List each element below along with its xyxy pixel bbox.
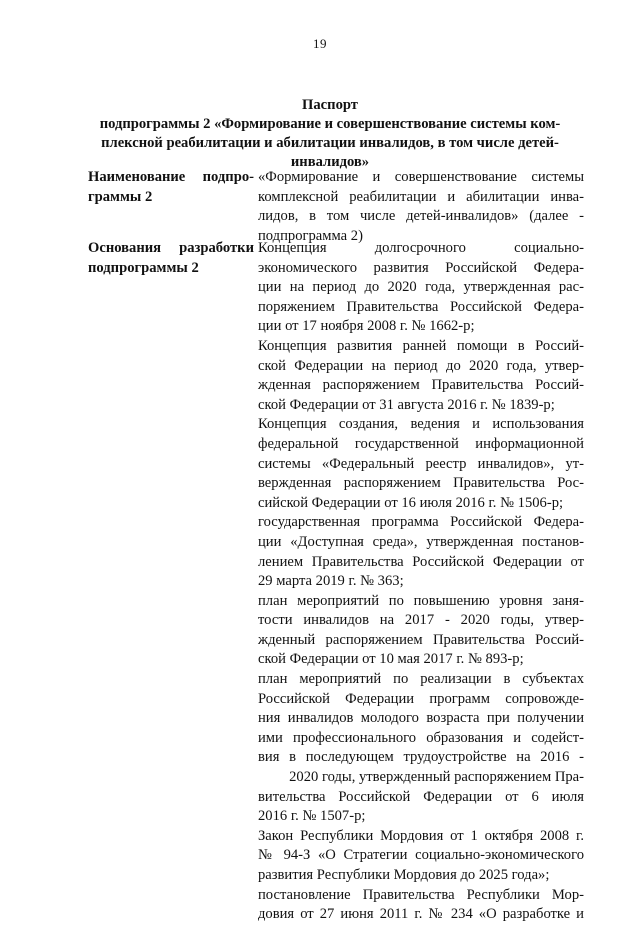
row-value-line: «Формирование и совершенствование системы	[258, 169, 584, 185]
title-heading: Паспорт	[302, 97, 358, 113]
row-value-line: № 94-З «О Стратегии социально-экономического	[258, 847, 584, 864]
row-value-basis	[258, 239, 584, 925]
row-value-line: ции на период до 2020 года, утвержденная рас-	[258, 279, 584, 296]
row-label-basis	[88, 239, 254, 278]
row-value-line: ской Федерации на период до 2020 года, утвер-	[258, 357, 584, 374]
row-label-line: подпрограммы 2	[88, 259, 199, 276]
title-subprogram-line-1: подпрограммы 2 «Формирование и совершенствование системы ком-	[99, 116, 561, 132]
row-value-line: Закон Республики Мордовия от 1 октября 2008 г.	[258, 827, 584, 844]
row-value-line: вительства Российской Федерации от 6 июля	[258, 788, 584, 805]
row-value-line: поряжением Правительства Российской Федера-	[258, 298, 584, 315]
row-value-line: 2016 г. № 1507-р;	[258, 808, 366, 825]
row-value-line: системы «Федеральный реестр инвалидов», ут-	[258, 455, 584, 472]
row-value-name	[258, 168, 584, 246]
row-value-line: план мероприятий по реализации в субъектах	[258, 671, 584, 688]
title-subprogram-line-2: плексной реабилитации и абилитации инвалидов, в том числе детей-	[101, 135, 559, 151]
row-value-line: ции от 17 ноября 2008 г. № 1662-р;	[258, 318, 475, 335]
row-value-line: жденная распоряжением Правительства Россий-	[258, 377, 584, 394]
row-label-line: граммы 2	[88, 188, 153, 205]
row-value-line: подпрограмма 2)	[258, 227, 363, 244]
row-value-line: ции «Доступная среда», утвержденная постанов-	[258, 533, 584, 550]
row-value-line: вия в последующем трудоустройстве на 2016 -	[258, 749, 584, 766]
row-value-line: 2020 годы, утвержденный распоряжением Пра-	[289, 769, 584, 786]
row-value-line: комплексной реабилитации и абилитации инва-	[258, 188, 584, 205]
row-value-line: постановление Правительства Республики Мор-	[258, 886, 584, 903]
row-value-line: сийской Федерации от 16 июля 2016 г. № 1506-р;	[258, 494, 564, 511]
row-value-line: федеральной государственной информационной	[258, 435, 584, 452]
row-value-line: Концепция долгосрочного социально-	[258, 240, 584, 256]
row-value-line: Концепция создания, ведения и использования	[258, 416, 584, 433]
page-number: 19	[313, 36, 327, 51]
row-value-line: ния инвалидов молодого возраста при получении	[258, 710, 584, 727]
row-label-line: Основания разработки	[88, 240, 254, 256]
row-value-line: тости инвалидов на 2017 - 2020 годы, утвер-	[258, 612, 584, 629]
row-value-line: экономического развития Российской Федера-	[258, 259, 584, 276]
row-value-line: ской Федерации от 10 мая 2017 г. № 893-р;	[258, 651, 524, 668]
row-value-line: развития Республики Мордовия до 2025 года»;	[258, 867, 550, 883]
row-value-line: ской Федерации от 31 августа 2016 г. № 1839-р;	[258, 396, 555, 413]
row-label-line: Наименование подпро-	[88, 169, 254, 185]
row-value-line: жденный распоряжением Правительства Россий-	[258, 631, 584, 648]
row-value-line: государственная программа Российской Федера-	[258, 514, 584, 531]
row-value-line: вержденная распоряжением Правительства Рос-	[258, 475, 584, 492]
row-value-line: план мероприятий по повышению уровня заня-	[258, 592, 584, 609]
title-subprogram-line-3: инвалидов»	[290, 154, 370, 170]
row-value-line: лидов, в том числе детей-инвалидов» (далее -	[258, 208, 584, 225]
passport-title	[80, 96, 580, 172]
row-value-line: довия от 27 июня 2011 г. № 234 «О разработке и	[258, 906, 584, 923]
row-label-name	[88, 168, 254, 207]
row-value-line: лением Правительства Российской Федерации от	[258, 553, 584, 570]
row-value-line: 29 марта 2019 г. № 363;	[258, 573, 404, 590]
row-value-line: Российской Федерации программ сопровожде-	[258, 690, 584, 707]
row-value-line: Концепция развития ранней помощи в Россий-	[258, 337, 584, 354]
row-value-line: ими профессионального образования и содейст-	[258, 729, 584, 746]
